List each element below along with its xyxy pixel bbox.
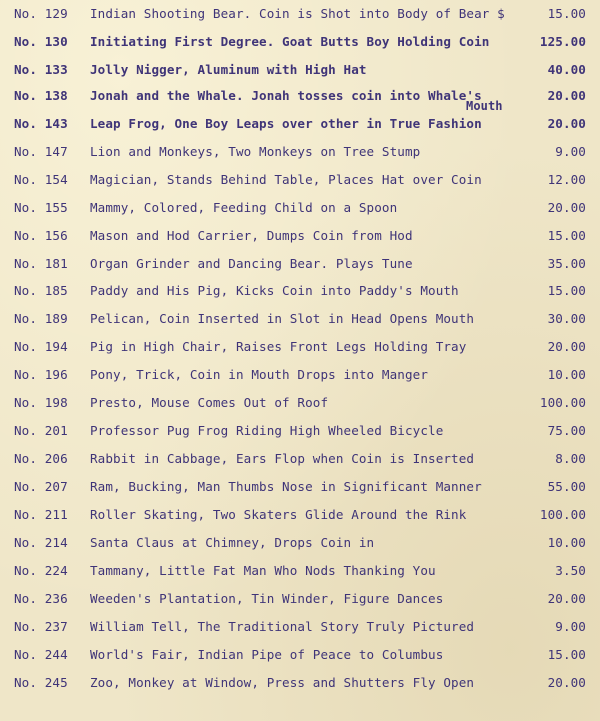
list-item bbox=[0, 647, 600, 671]
item-number: No. 245 bbox=[14, 675, 68, 690]
item-number: No. 214 bbox=[14, 535, 68, 550]
item-description: Tammany, Little Fat Man Who Nods Thanking You bbox=[90, 563, 436, 578]
item-price: 20.00 bbox=[547, 200, 586, 215]
item-price: 20.00 bbox=[547, 88, 586, 103]
list-item bbox=[0, 228, 600, 252]
list-item bbox=[0, 88, 600, 112]
item-price: 8.00 bbox=[555, 451, 586, 466]
item-description: Jonah and the Whale. Jonah tosses coin into Whale's bbox=[90, 88, 482, 103]
item-description: Zoo, Monkey at Window, Press and Shutters Fly Open bbox=[90, 675, 475, 690]
item-number: No. 155 bbox=[14, 200, 68, 215]
item-description: Presto, Mouse Comes Out of Roof bbox=[90, 395, 329, 410]
item-price: 75.00 bbox=[547, 423, 586, 438]
list-item bbox=[0, 507, 600, 531]
list-item bbox=[0, 311, 600, 335]
item-price: 55.00 bbox=[547, 479, 586, 494]
list-item bbox=[0, 34, 600, 58]
item-number: No. 244 bbox=[14, 647, 68, 662]
item-description: Indian Shooting Bear. Coin is Shot into Body of Bear $ bbox=[90, 6, 505, 21]
item-number: No. 189 bbox=[14, 311, 68, 326]
item-number: No. 181 bbox=[14, 256, 68, 271]
item-description: William Tell, The Traditional Story Truly Pictured bbox=[90, 619, 475, 634]
item-price: 3.50 bbox=[555, 563, 586, 578]
list-item bbox=[0, 62, 600, 86]
list-item bbox=[0, 563, 600, 587]
item-price: 9.00 bbox=[555, 619, 586, 634]
item-description: Pig in High Chair, Raises Front Legs Holding Tray bbox=[90, 339, 467, 354]
item-number: No. 224 bbox=[14, 563, 68, 578]
item-description: Roller Skating, Two Skaters Glide Around the Rink bbox=[90, 507, 467, 522]
item-number: No. 211 bbox=[14, 507, 68, 522]
item-description: Pony, Trick, Coin in Mouth Drops into Manger bbox=[90, 367, 429, 382]
list-item bbox=[0, 200, 600, 224]
list-item bbox=[0, 172, 600, 196]
item-price: 20.00 bbox=[547, 116, 586, 131]
item-number: No. 236 bbox=[14, 591, 68, 606]
item-description: Ram, Bucking, Man Thumbs Nose in Significant Manner bbox=[90, 479, 482, 494]
item-number: No. 196 bbox=[14, 367, 68, 382]
item-number: No. 154 bbox=[14, 172, 68, 187]
item-description: Rabbit in Cabbage, Ears Flop when Coin is Inserted bbox=[90, 451, 475, 466]
item-price: 15.00 bbox=[547, 228, 586, 243]
item-price: 12.00 bbox=[547, 172, 586, 187]
list-item bbox=[0, 451, 600, 475]
item-description: Paddy and His Pig, Kicks Coin into Paddy's Mouth bbox=[90, 283, 459, 298]
item-description: Professor Pug Frog Riding High Wheeled Bicycle bbox=[90, 423, 444, 438]
item-price: 20.00 bbox=[547, 339, 586, 354]
item-price: 35.00 bbox=[547, 256, 586, 271]
item-description: Mammy, Colored, Feeding Child on a Spoon bbox=[90, 200, 398, 215]
item-price: 20.00 bbox=[547, 591, 586, 606]
item-price: 20.00 bbox=[547, 675, 586, 690]
item-price: 9.00 bbox=[555, 144, 586, 159]
list-item bbox=[0, 339, 600, 363]
item-price: 100.00 bbox=[539, 395, 586, 410]
list-item bbox=[0, 619, 600, 643]
item-number: No. 194 bbox=[14, 339, 68, 354]
item-description: Lion and Monkeys, Two Monkeys on Tree Stump bbox=[90, 144, 421, 159]
list-item bbox=[0, 395, 600, 419]
item-description: World's Fair, Indian Pipe of Peace to Columbus bbox=[90, 647, 444, 662]
item-number: No. 133 bbox=[14, 62, 68, 77]
item-price: 15.00 bbox=[547, 283, 586, 298]
item-description: Pelican, Coin Inserted in Slot in Head Opens Mouth bbox=[90, 311, 475, 326]
item-number: No. 185 bbox=[14, 283, 68, 298]
item-price: 30.00 bbox=[547, 311, 586, 326]
item-number: No. 198 bbox=[14, 395, 68, 410]
list-item bbox=[0, 535, 600, 559]
list-item bbox=[0, 479, 600, 503]
item-price: 100.00 bbox=[539, 507, 586, 522]
item-description: Jolly Nigger, Aluminum with High Hat bbox=[90, 62, 367, 77]
list-item bbox=[0, 367, 600, 391]
item-number: No. 206 bbox=[14, 451, 68, 466]
item-number: No. 129 bbox=[14, 6, 68, 21]
list-item bbox=[0, 423, 600, 447]
item-description: Leap Frog, One Boy Leaps over other in True Fashion bbox=[90, 116, 482, 131]
item-price: 15.00 bbox=[547, 6, 586, 21]
item-number: No. 201 bbox=[14, 423, 68, 438]
item-description: Initiating First Degree. Goat Butts Boy Holding Coin bbox=[90, 34, 490, 49]
list-item bbox=[0, 6, 600, 30]
item-description: Weeden's Plantation, Tin Winder, Figure Dances bbox=[90, 591, 444, 606]
item-number: No. 156 bbox=[14, 228, 68, 243]
item-price: 15.00 bbox=[547, 647, 586, 662]
item-price: 125.00 bbox=[539, 34, 586, 49]
list-item bbox=[0, 591, 600, 615]
item-description: Santa Claus at Chimney, Drops Coin in bbox=[90, 535, 375, 550]
item-description: Mason and Hod Carrier, Dumps Coin from Hod bbox=[90, 228, 413, 243]
item-price: 40.00 bbox=[547, 62, 586, 77]
list-item bbox=[0, 675, 600, 699]
item-number: No. 237 bbox=[14, 619, 68, 634]
list-item bbox=[0, 256, 600, 280]
item-description: Organ Grinder and Dancing Bear. Plays Tune bbox=[90, 256, 413, 271]
list-item bbox=[0, 116, 600, 140]
item-price: 10.00 bbox=[547, 535, 586, 550]
item-number: No. 138 bbox=[14, 88, 68, 103]
item-number: No. 143 bbox=[14, 116, 68, 131]
item-number: No. 130 bbox=[14, 34, 68, 49]
item-description-continuation: Mouth bbox=[466, 99, 503, 113]
item-number: No. 147 bbox=[14, 144, 68, 159]
item-description: Magician, Stands Behind Table, Places Hat over Coin bbox=[90, 172, 482, 187]
item-number: No. 207 bbox=[14, 479, 68, 494]
item-price: 10.00 bbox=[547, 367, 586, 382]
list-item bbox=[0, 144, 600, 168]
list-item bbox=[0, 283, 600, 307]
